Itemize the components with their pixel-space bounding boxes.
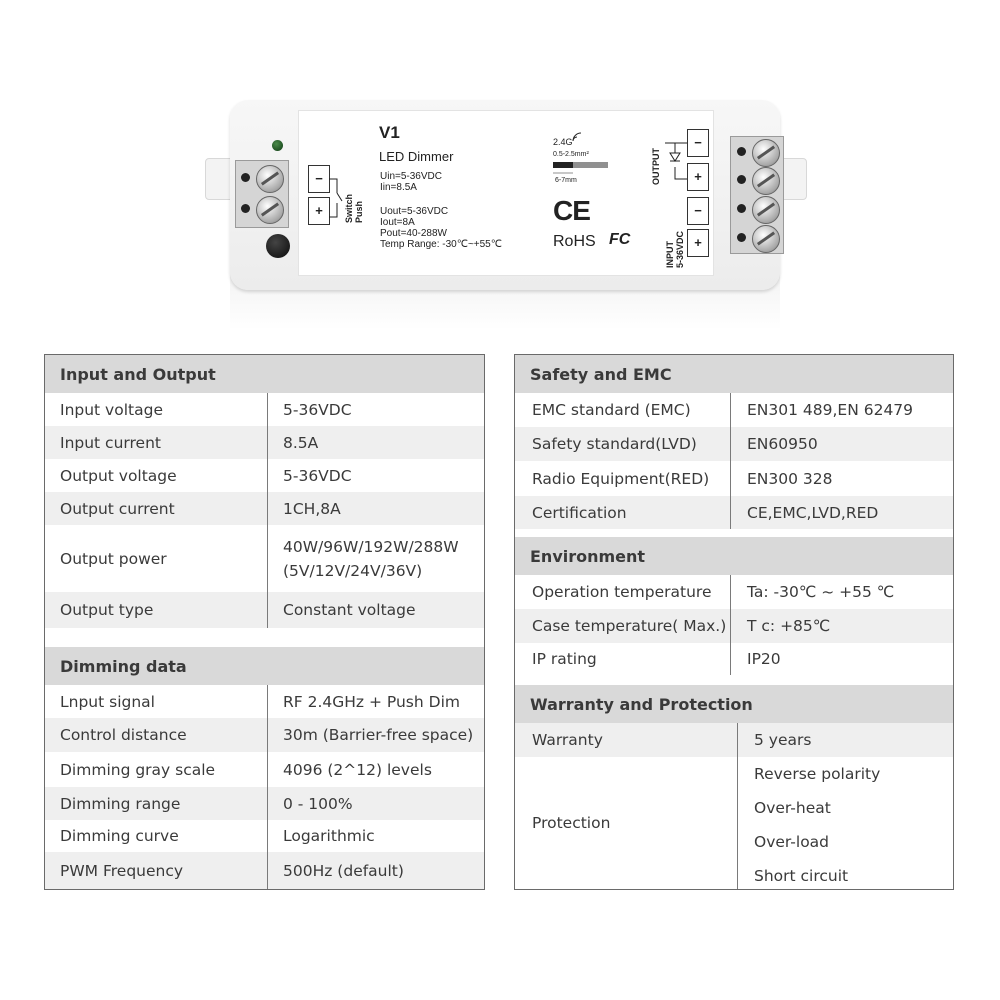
input-minus-box: − <box>687 197 709 225</box>
spec-key: PWM Frequency <box>60 861 184 880</box>
spec-uout: Uout=5-36VDC <box>380 206 449 217</box>
section-title: Safety and EMC <box>530 364 672 384</box>
switch-plus-box: + <box>308 197 330 225</box>
spec-key: Output power <box>60 549 167 568</box>
spec-value: 4096 (2^12) levels <box>283 760 432 779</box>
spec-value: T c: +85℃ <box>747 617 831 635</box>
output-text: OUTPUT <box>651 148 661 185</box>
run-led-icon <box>272 140 283 151</box>
section-header-input-output <box>45 355 484 393</box>
terminal-hole <box>241 204 250 213</box>
wire-strip-length: 6-7mm <box>555 177 577 184</box>
spec-key: Safety standard(LVD) <box>532 435 697 453</box>
table-row <box>45 459 484 492</box>
switch-minus-box: − <box>308 165 330 193</box>
spec-key: Warranty <box>532 731 603 749</box>
screw-icon <box>752 139 780 167</box>
spec-table-left <box>44 354 485 890</box>
spec-value <box>283 525 459 592</box>
spec-table-right <box>514 354 954 890</box>
spec-value: 0 - 100% <box>283 794 353 813</box>
spec-key: Control distance <box>60 726 187 744</box>
section-header-dimming-data <box>45 647 484 685</box>
spec-key: Input current <box>60 433 161 452</box>
spec-value: 30m (Barrier-free space) <box>283 726 474 744</box>
spec-pout: Pout=40-288W <box>380 228 447 239</box>
column-divider <box>730 575 731 675</box>
spec-iin: Iin=8.5A <box>380 182 417 193</box>
section-title: Dimming data <box>60 656 187 676</box>
input-text: INPUT 5-36VDC <box>665 230 685 268</box>
section-header-environment <box>515 537 953 575</box>
table-row <box>515 496 953 529</box>
spec-key: Input voltage <box>60 400 163 419</box>
table-row <box>45 752 484 787</box>
terminal-hole <box>737 175 746 184</box>
spec-value: Constant voltage <box>283 601 416 619</box>
table-row <box>45 393 484 426</box>
terminal-hole <box>737 147 746 156</box>
output-power-values: 40W/96W/192W/288W <box>283 537 459 556</box>
screw-icon <box>256 196 284 224</box>
column-divider <box>267 685 268 889</box>
product-image <box>0 0 1000 340</box>
section-title: Input and Output <box>60 364 216 384</box>
section-title: Warranty and Protection <box>530 694 753 714</box>
spec-value: 8.5A <box>283 433 319 452</box>
spec-value: RF 2.4GHz + Push Dim <box>283 692 460 711</box>
table-row <box>515 575 953 609</box>
spec-value: Logarithmic <box>283 827 375 845</box>
table-row <box>45 592 484 628</box>
match-button <box>266 234 290 258</box>
spec-value: 5-36VDC <box>283 400 352 419</box>
table-row <box>45 525 484 592</box>
wireless-signal-icon <box>571 131 583 143</box>
spec-temp: Temp Range: -30℃~+55℃ <box>380 239 502 250</box>
section-header-safety-emc <box>515 355 953 393</box>
spec-value: CE,EMC,LVD,RED <box>747 503 879 522</box>
spec-value: 500Hz (default) <box>283 861 404 880</box>
column-divider <box>737 723 738 889</box>
table-row <box>45 718 484 752</box>
screw-icon <box>752 196 780 224</box>
spec-key: Operation temperature <box>532 583 712 601</box>
table-row <box>515 643 953 675</box>
spec-value: EN60950 <box>747 435 818 453</box>
input-plus-box: + <box>687 229 709 257</box>
table-row <box>515 427 953 461</box>
product-name: LED Dimmer <box>379 149 454 164</box>
column-divider <box>730 393 731 529</box>
spec-value: EN300 328 <box>747 469 833 488</box>
spec-key: Radio Equipment(RED) <box>532 469 710 488</box>
wireless-freq: 2.4G <box>553 137 573 147</box>
table-row <box>515 757 953 889</box>
spec-key: Certification <box>532 503 627 522</box>
spec-key: Dimming gray scale <box>60 760 216 779</box>
spec-key: Output voltage <box>60 466 177 485</box>
spec-key: Protection <box>532 814 611 832</box>
spec-value: 5 years <box>754 731 812 749</box>
table-row <box>45 787 484 820</box>
fc-mark: FC <box>609 231 631 248</box>
spec-key: Lnput signal <box>60 692 155 711</box>
spec-uin: Uin=5-36VDC <box>380 171 442 182</box>
spec-value: 5-36VDC <box>283 466 352 485</box>
terminal-hole <box>241 173 250 182</box>
screw-icon <box>752 225 780 253</box>
spec-key: IP rating <box>532 650 597 668</box>
table-row <box>515 461 953 496</box>
table-row <box>515 723 953 757</box>
output-power-voltages: (5V/12V/24V/36V) <box>283 561 423 580</box>
spec-value: Ta: -30℃ ~ +55 ℃ <box>747 583 895 601</box>
switch-symbol-icon <box>329 171 343 225</box>
protection-item: Over-heat <box>754 798 831 817</box>
section-title: Environment <box>530 546 646 566</box>
screw-icon <box>256 165 284 193</box>
spec-value: IP20 <box>747 650 781 668</box>
screw-icon <box>752 167 780 195</box>
spec-key: Dimming range <box>60 794 181 813</box>
table-row <box>45 820 484 852</box>
spec-key: Case temperature( Max.) <box>532 617 727 635</box>
rohs-mark: RoHS <box>553 233 596 250</box>
column-divider <box>267 393 268 628</box>
terminal-hole <box>737 204 746 213</box>
ce-mark: CE <box>553 195 590 226</box>
table-row <box>45 685 484 718</box>
push-switch-terminal <box>235 160 289 228</box>
spec-key: Output type <box>60 601 154 619</box>
led-load-icon <box>663 131 689 187</box>
protection-item: Short circuit <box>754 866 849 885</box>
wire-strip-icon <box>553 160 613 178</box>
wire-gauge: 0.5-2.5mm² <box>553 151 589 158</box>
protection-item: Reverse polarity <box>754 764 881 783</box>
table-row <box>45 426 484 459</box>
table-row <box>515 609 953 643</box>
switch-push-text: Switch Push <box>344 193 364 223</box>
spec-key: EMC standard (EMC) <box>532 401 691 419</box>
spec-value: EN301 489,EN 62479 <box>747 401 914 419</box>
output-plus-box: + <box>687 163 709 191</box>
table-row <box>45 492 484 525</box>
spec-key: Dimming curve <box>60 827 179 845</box>
section-header-warranty-protection <box>515 685 953 723</box>
table-row <box>515 393 953 427</box>
device-label <box>298 110 714 276</box>
terminal-hole <box>737 233 746 242</box>
power-terminal-block <box>730 136 784 254</box>
model-name: V1 <box>379 123 400 142</box>
protection-item: Over-load <box>754 832 830 851</box>
output-minus-box: − <box>687 129 709 157</box>
spec-iout: Iout=8A <box>380 217 415 228</box>
table-row <box>45 852 484 889</box>
spec-key: Output current <box>60 499 175 518</box>
spec-value: 1CH,8A <box>283 499 341 518</box>
